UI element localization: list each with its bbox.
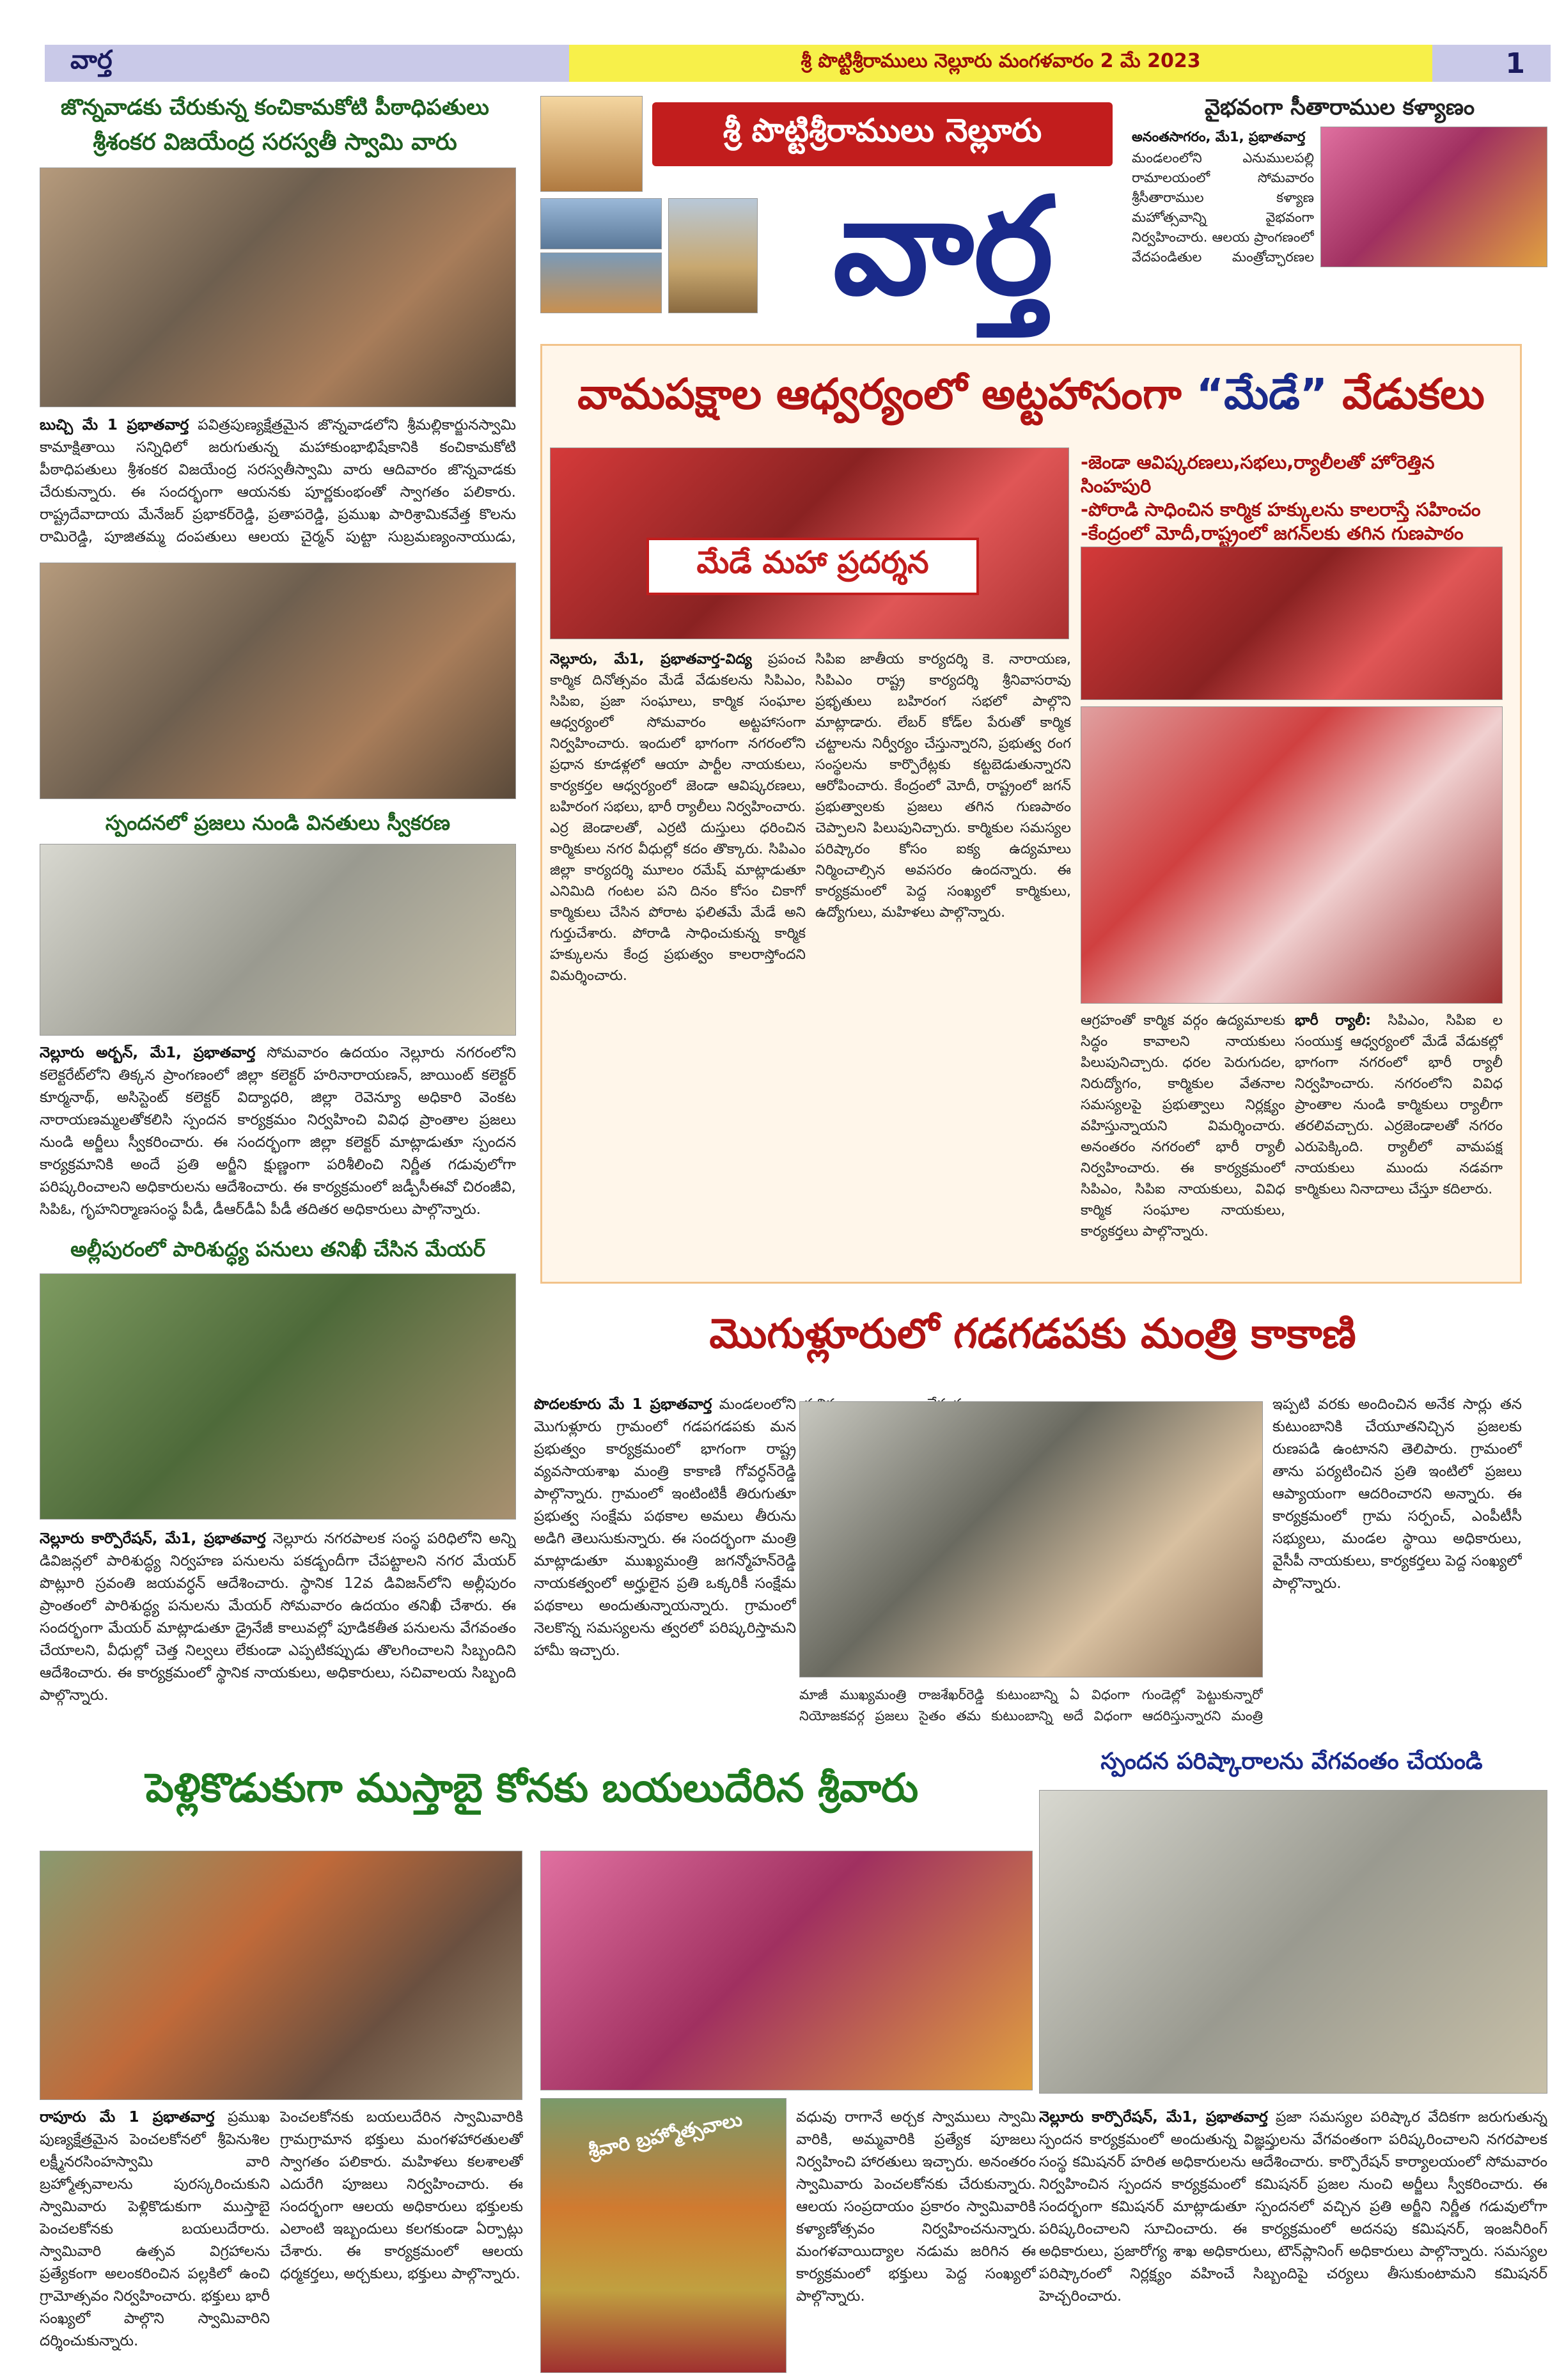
story1-photo-2 <box>40 563 516 799</box>
story5-col4-label: భారీ ర్యాలీ: <box>1295 1013 1372 1029</box>
masthead <box>540 96 1122 332</box>
story7-photo-palanquin <box>40 1851 522 2100</box>
story5-photo-procession <box>550 447 1069 639</box>
story2-headline: స్పందనలో ప్రజలు నుండి వినతులు స్వీకరణ <box>105 811 451 835</box>
story5-bullet: -పోరాడి సాధించిన కార్మిక హక్కులను కాలరాస్తే సహించం <box>1081 499 1481 520</box>
page-number: 1 <box>1505 47 1525 80</box>
story1-headline-1: జొన్నవాడకు చేరుకున్న కంచికామకోటి పీఠాధిపతులు <box>61 95 489 120</box>
story7-headline: పెళ్లికొడుకుగా ముస్తాబై కోనకు బయలుదేరిన శ్రీవారు <box>145 1764 919 1811</box>
story1-photo <box>40 167 516 407</box>
story5-photo-stage <box>1081 547 1503 700</box>
story5-bullet: -జెండా ఆవిష్కరణలు,సభలు,ర్యాలీలతో హోరెత్తిన సింహపురి <box>1081 451 1435 497</box>
story2-dateline: నెల్లూరు అర్బన్, మే1, ప్రభాతవార్త <box>40 1045 256 1061</box>
story3-headline: అల్లీపురంలో పారిశుద్ధ్య పనులు తనిఖీ చేసిన మేయర్ <box>70 1237 485 1261</box>
story5-headline-post: వేడుకలు <box>1327 369 1485 419</box>
story5-photo-statue <box>1081 706 1503 1004</box>
story5-col1-text: ప్రపంచ కార్మిక దినోత్సవం మేడే వేడుకలను సిపిఎం, సిపిఐ, ప్రజా సంఘాలు, కార్మిక సంఘాల ఆధ్వర్యంలో సోమవారం అట్టహాసంగా నిర్వహించారు. ఇందులో భాగంగా నగరంలోని ప్రధాన కూడళ్లలో ఆయా పార్టీల నాయకులు, కార్యకర్తల ఆధ్వర్యంలో జెండా ఆవిష్కరణలు, బహిరంగ సభలు, భారీ ర్యాలీలు నిర్వహించారు. ఎర్ర జెండాలతో, ఎర్రటి దుస్తులు ధరించిన కార్మికులు నగర వీధుల్లో కదం తొక్కారు. సిపిఎం జిల్లా కార్యదర్శి మూలం రమేష్ మాట్లాడుతూ ఎనిమిది గంటల పని దినం కోసం చికాగో కార్మికులు చేసిన పోరాట ఫలితమే మేడే అని గుర్తుచేశారు. పోరాడి సాధించుకున్న కార్మిక హక్కులను కేంద్ర ప్రభుత్వం కాలరాస్తోందని విమర్శించారు. <box>550 651 806 984</box>
masthead-photo-port <box>540 253 662 313</box>
story4-photo <box>1320 127 1547 267</box>
header-logo: వార్త <box>70 45 113 75</box>
story6-photo <box>799 1401 1263 1677</box>
story7-photo-deity <box>540 2098 786 2373</box>
story5-headline-pre: వామపక్షాల ఆధ్వర్యంలో అట్టహాసంగా <box>577 369 1196 419</box>
story1-dateline: బుచ్చి మే 1 ప్రభాతవార్త <box>40 417 189 433</box>
story4-dateline: అనంతసాగరం, మే1, ప్రభాతవార్త <box>1132 129 1306 144</box>
story1-body <box>40 414 516 552</box>
story7-col2: పెంచలకోనకు బయలుదేరిన స్వామివారికి గ్రామగ్రామాన భక్తులు మంగళహారతులతో స్వాగతం పలికారు. మహిళలు కలశాలతో ఎదురేగి పూజలు నిర్వహించారు. ఈ సందర్భంగా ఆలయ అధికారులు భక్తులకు ఎలాంటి ఇబ్బందులు కలగకుండా ఏర్పాట్లు చేశారు. ఈ కార్యక్రమంలో ఆలయ ధర్మకర్తలు, అర్చకులు, భక్తులు పాల్గొన్నారు. <box>280 2109 523 2282</box>
story5-col3: ఆగ్రహంతో కార్మిక వర్గం ఉద్యమాలకు సిద్ధం కావాలని నాయకులు పిలుపునిచ్చారు. ధరల పెరుగుదల, నిరుద్యోగం, కార్మికుల వేతనాల సమస్యలపై ప్రభుత్వాలు నిర్లక్ష్యం వహిస్తున్నాయని విమర్శించారు. అనంతరం నగరంలో భారీ ర్యాలీ నిర్వహించారు. ఈ కార్యక్రమంలో సిపిఎం, సిపిఐ నాయకులు, వివిధ కార్మిక సంఘాల నాయకులు, కార్యకర్తలు పాల్గొన్నారు. <box>1081 1013 1285 1240</box>
story7-col1 <box>40 2106 270 2375</box>
story7-col1-text: ప్రముఖ పుణ్యక్షేత్రమైన పెంచలకోనలో శ్రీపెనుశిల లక్ష్మీనరసింహస్వామి వారి బ్రహ్మోత్సవాలను పురస్కరించుకుని స్వామివారు పెళ్లికొడుకుగా ముస్తాబై పెంచలకోనకు బయలుదేరారు. స్వామివారి ఉత్సవ విగ్రహాలను ప్రత్యేకంగా అలంకరించిన పల్లకిలో ఉంచి గ్రామోత్సవం నిర్వహించారు. భక్తులు భారీ సంఖ్యలో పాల్గొని స్వామివారిని దర్శించుకున్నారు. <box>40 2109 270 2349</box>
top-bar <box>45 45 1551 82</box>
story4-headline: వైభవంగా సీతారాముల కళ్యాణం <box>1204 95 1475 120</box>
story6-headline: మొగుళ్లూరులో గడగడపకు మంత్రి కాకాణి <box>709 1311 1356 1358</box>
founder-portrait <box>540 96 643 192</box>
story2-photo <box>40 844 516 1036</box>
header-dateline: శ్రీ పొట్టిశ్రీరాములు నెల్లూరు మంగళవారం 2 మే 2023 <box>569 45 1432 82</box>
story7-photo-banner: శ్రీవారి బ్రహ్మోత్సవాలు <box>586 2108 744 2163</box>
story6-col3: ఇప్పటి వరకు అందించిన అనేక సార్లు తన కుటుంబానికి చేయూతనిచ్చిన ప్రజలకు రుణపడి ఉంటానని తెలిపారు. గ్రామంలో తాను పర్యటించిన ప్రతి ఇంటిలో ప్రజలు ఆప్యాయంగా ఆదరించారని అన్నారు. ఈ కార్యక్రమంలో గ్రామ సర్పంచ్, ఎంపీటీసీ సభ్యులు, మండల స్థాయి అధికారులు, వైసీపీ నాయకులు, కార్యకర్తలు పెద్ద సంఖ్యలో పాల్గొన్నారు. <box>1272 1396 1522 1592</box>
story5-col2: సిపిఐ జాతీయ కార్యదర్శి కె. నారాయణ, సిపిఎం రాష్ట్ర కార్యదర్శి శ్రీనివాసరావు ప్రభృతులు బహిరంగ సభలో పాల్గొని మాట్లాడారు. లేబర్ కోడ్‌ల పేరుతో కార్మిక చట్టాలను నిర్వీర్యం చేస్తున్నారని, ప్రభుత్వ రంగ సంస్థలను కార్పొరేట్లకు కట్టబెడుతున్నారని ఆరోపించారు. కేంద్రంలో మోదీ, రాష్ట్రంలో జగన్ ప్రభుత్వాలకు ప్రజలు తగిన గుణపాఠం చెప్పాలని పిలుపునిచ్చారు. కార్మికుల సమస్యల పరిష్కారం కోసం ఐక్య ఉద్యమాలు నిర్మించాల్సిన అవసరం ఉందన్నారు. ఈ కార్యక్రమంలో పెద్ద సంఖ్యలో కార్మికులు, ఉద్యోగులు, మహిళలు పాల్గొన్నారు. <box>815 651 1071 921</box>
story3-body <box>40 1528 516 1720</box>
masthead-photo-temple <box>668 198 758 313</box>
story8-body <box>1039 2106 1547 2375</box>
story4-text: మండలంలోని ఎనుములపల్లి రామాలయంలో సోమవారం శ్రీసీతారాముల కళ్యాణ మహోత్సవాన్ని వైభవంగా నిర్వహించారు. ఆలయ ప్రాంగణంలో వేదపండితుల మంత్రోచ్ఛారణల <box>1132 150 1314 265</box>
story8-headline: స్పందన పరిష్కారాలను వేగవంతం చేయండి <box>1100 1748 1483 1775</box>
story5-col1 <box>550 649 806 1275</box>
story2-text: సోమవారం ఉదయం నెల్లూరు నగరంలోని కలెక్టరేట్‌లోని తిక్కన ప్రాంగణంలో జిల్లా కలెక్టర్ హరినారాయణన్, జాయింట్ కలెక్టర్ కూర్మనాథ్, అసిస్టెంట్ కలెక్టర్ విద్యాధరి, జిల్లా రెవెన్యూ అధికారి వెంకట నారాయణమ్మలతోకలిసి స్పందన కార్యక్రమం నిర్వహించి వివిధ ప్రాంతాల ప్రజలు నుండి అర్జీలు స్వీకరించారు. ఈ సందర్భంగా జిల్లా కలెక్టర్ మాట్లాడుతూ స్పందన కార్యక్రమానికి అందే ప్రతి అర్జీని క్షుణ్ణంగా పరిశీలించి నిర్ణీత గడువులోగా పరిష్కరించాలని అధికారులను ఆదేశించారు. ఈ కార్యక్రమంలో జడ్పీసీఈవో చిరంజీవి, సిపిఓ, గృహనిర్మాణసంస్థ పీడీ, డీఆర్‌డీఏ పీడీ తదితర అధికారులు పాల్గొన్నారు. <box>40 1045 516 1218</box>
story3-dateline: నెల్లూరు కార్పొరేషన్, మే1, ప్రభాతవార్త <box>40 1530 266 1547</box>
story1-text: పవిత్రపుణ్యక్షేత్రమైన జొన్నవాడలోని శ్రీమల్లికార్జునస్వామి కామాక్షితాయి సన్నిధిలో జరుగుతున్న మహాకుంభాభిషేకానికి కంచికామకోటి పీఠాధిపతులు శ్రీశంకర విజయేంద్ర సరస్వతీస్వామి వారు ఆదివారం జొన్నవాడకు చేరుకున్నారు. ఈ సందర్భంగా ఆయనకు పూర్ణకుంభంతో స్వాగతం పలికారు. రాష్ట్రదేవాదాయ మేనేజర్ ప్రభాకర్‌రెడ్డి, ప్రతాపరెడ్డి, ప్రముఖ పారిశ్రామికవేత్త కొలను రామిరెడ్డి, పూజితమ్మ దంపతులు ఆలయ చైర్మన్ పుట్టా సుబ్రమణ్యంనాయుడు, <box>40 417 516 545</box>
story6-dateline: పొదలకూరు మే 1 ప్రభాతవార్త <box>534 1396 712 1413</box>
story3-text: నెల్లూరు నగరపాలక సంస్థ పరిధిలోని అన్ని డివిజన్లలో పారిశుద్ధ్య నిర్వహణ పనులను పకడ్బందీగా చేపట్టాలని నగర మేయర్ పొట్లూరి స్రవంతి జయవర్ధన్ ఆదేశించారు. స్థానిక 12వ డివిజన్‌లోని అల్లీపురం ప్రాంతంలో పారిశుద్ధ్య పనులను మేయర్ సోమవారం ఉదయం తనిఖీ చేశారు. ఈ సందర్భంగా మేయర్ మాట్లాడుతూ డ్రైనేజీ కాలువల్లో పూడికతీత పనులను వేగవంతం చేయాలని, వీధుల్లో చెత్త నిల్వలు లేకుండా ఎప్పటికప్పుడు తొలగించాలని సిబ్బందిని ఆదేశించారు. ఈ కార్యక్రమంలో స్థానిక నాయకులు, అధికారులు, సచివాలయ సిబ్బంది పాల్గొన్నారు. <box>40 1530 516 1704</box>
masthead-name: వార్త <box>833 167 1054 325</box>
story7-photo-women <box>540 1851 1033 2090</box>
masthead-photo-bridge <box>540 198 662 249</box>
masthead-place: శ్రీ పొట్టిశ్రీరాములు నెల్లూరు <box>652 102 1113 166</box>
story2-body <box>40 1042 516 1221</box>
story6-col1-text: మండలంలోని మొగుళ్లూరు గ్రామంలో గడపగడపకు మన ప్రభుత్వం కార్యక్రమంలో భాగంగా రాష్ట్ర వ్యవసాయశాఖ మంత్రి కాకాణి గోవర్ధన్‌రెడ్డి పాల్గొన్నారు. గ్రామంలో ఇంటింటికీ తిరుగుతూ ప్రభుత్వ సంక్షేమ పథకాల అమలు తీరును అడిగి తెలుసుకున్నారు. ఈ సందర్భంగా మంత్రి మాట్లాడుతూ ముఖ్యమంత్రి జగన్మోహన్‌రెడ్డి నాయకత్వంలో అర్హులైన ప్రతి ఒక్కరికీ సంక్షేమ పథకాలు అందుతున్నాయన్నారు. గ్రామంలో నెలకొన్న సమస్యలను త్వరలో పరిష్కరిస్తామని హామీ ఇచ్చారు. <box>534 1396 796 1659</box>
story5-headline-quote: “మేడే” <box>1196 369 1328 419</box>
story7-dateline: రాపూరు మే 1 ప్రభాతవార్త <box>40 2109 215 2126</box>
story5-headline <box>550 369 1512 429</box>
story5-dateline: నెల్లూరు, మే1, ప్రభాతవార్త-విద్య <box>550 651 752 667</box>
story8-text: ప్రజా సమస్యల పరిష్కార వేదికగా జరుగుతున్న స్పందన కార్యక్రమంలో అందుతున్న విజ్ఞప్తులను వేగవంతంగా పరిష్కరించాలని నగరపాలక సంస్థ కమిషనర్ హరిత అధికారులను ఆదేశించారు. కార్పొరేషన్ కార్యాలయంలో సోమవారం నిర్వహించిన స్పందన కార్యక్రమంలో కమిషనర్ ప్రజల నుంచి అర్జీలు స్వీకరించారు. ఈ సందర్భంగా కమిషనర్ మాట్లాడుతూ స్పందనలో వచ్చిన ప్రతి అర్జీని నిర్ణీత గడువులోగా పరిష్కరించాలని సూచించారు. ఈ కార్యక్రమంలో అదనపు కమిషనర్, ఇంజనీరింగ్ అధికారులు, ప్రజారోగ్య శాఖ అధికారులు, టౌన్‌ప్లానింగ్ అధికారులు పాల్గొన్నారు. సమస్యల పరిష్కారంలో నిర్లక్ష్యం వహించే సిబ్బందిపై చర్యలు తీసుకుంటామని కమిషనర్ హెచ్చరించారు. <box>1039 2109 1547 2305</box>
story5-col4-text: సిపిఎం, సిపిఐ ల సంయుక్త ఆధ్వర్యంలో మేడే వేడుకల్లో భాగంగా నగరంలో భారీ ర్యాలీ నిర్వహించారు. నగరంలోని వివిధ ప్రాంతాల నుండి కార్మికులు ర్యాలీగా తరలివచ్చారు. ఎర్రజెండాలతో నగరం ఎరుపెక్కింది. ర్యాలీలో వామపక్ష నాయకులు ముందు నడవగా కార్మికులు నినాదాలు చేస్తూ కదిలారు. <box>1295 1013 1503 1197</box>
story5-banner: మేడే మహా ప్రదర్శన <box>646 538 979 595</box>
story6-photo-caption: మాజీ ముఖ్యమంత్రి రాజశేఖర్‌రెడ్డి కుటుంబాన్ని ఏ విధంగా గుండెల్లో పెట్టుకున్నారో నియోజకవర్గ ప్రజలు సైతం తమ కుటుంబాన్ని అదే విధంగా ఆదరిస్తున్నారని మంత్రి <box>799 1687 1263 1723</box>
story5-bullet: -కేంద్రంలో మోదీ,రాష్ట్రంలో జగన్‌లకు తగిన గుణపాఠం <box>1081 522 1464 544</box>
story8-dateline: నెల్లూరు కార్పొరేషన్, మే1, ప్రభాతవార్త <box>1039 2109 1268 2126</box>
story5-col4 <box>1295 1010 1503 1275</box>
story8-photo <box>1039 1790 1547 2094</box>
story6-col1 <box>534 1394 796 1726</box>
story7-col3: వధువు రాగానే అర్చక స్వాములు స్వామి వారికి, అమ్మవారికి ప్రత్యేక పూజలు నిర్వహించి హారతులు ఇచ్చారు. అనంతరం స్వామివారు పెంచలకోనకు చేరుకున్నారు. ఆలయ సంప్రదాయం ప్రకారం స్వామివారికి కళ్యాణోత్సవం నిర్వహించనున్నారు. మంగళవాయిద్యాల నడుమ జరిగిన ఈ కార్యక్రమంలో భక్తులు పెద్ద సంఖ్యలో పాల్గొన్నారు. <box>796 2109 1036 2305</box>
story1-headline-2: శ్రీశంకర విజయేంద్ర సరస్వతీ స్వామి వారు <box>93 129 457 155</box>
story3-photo <box>40 1273 516 1520</box>
